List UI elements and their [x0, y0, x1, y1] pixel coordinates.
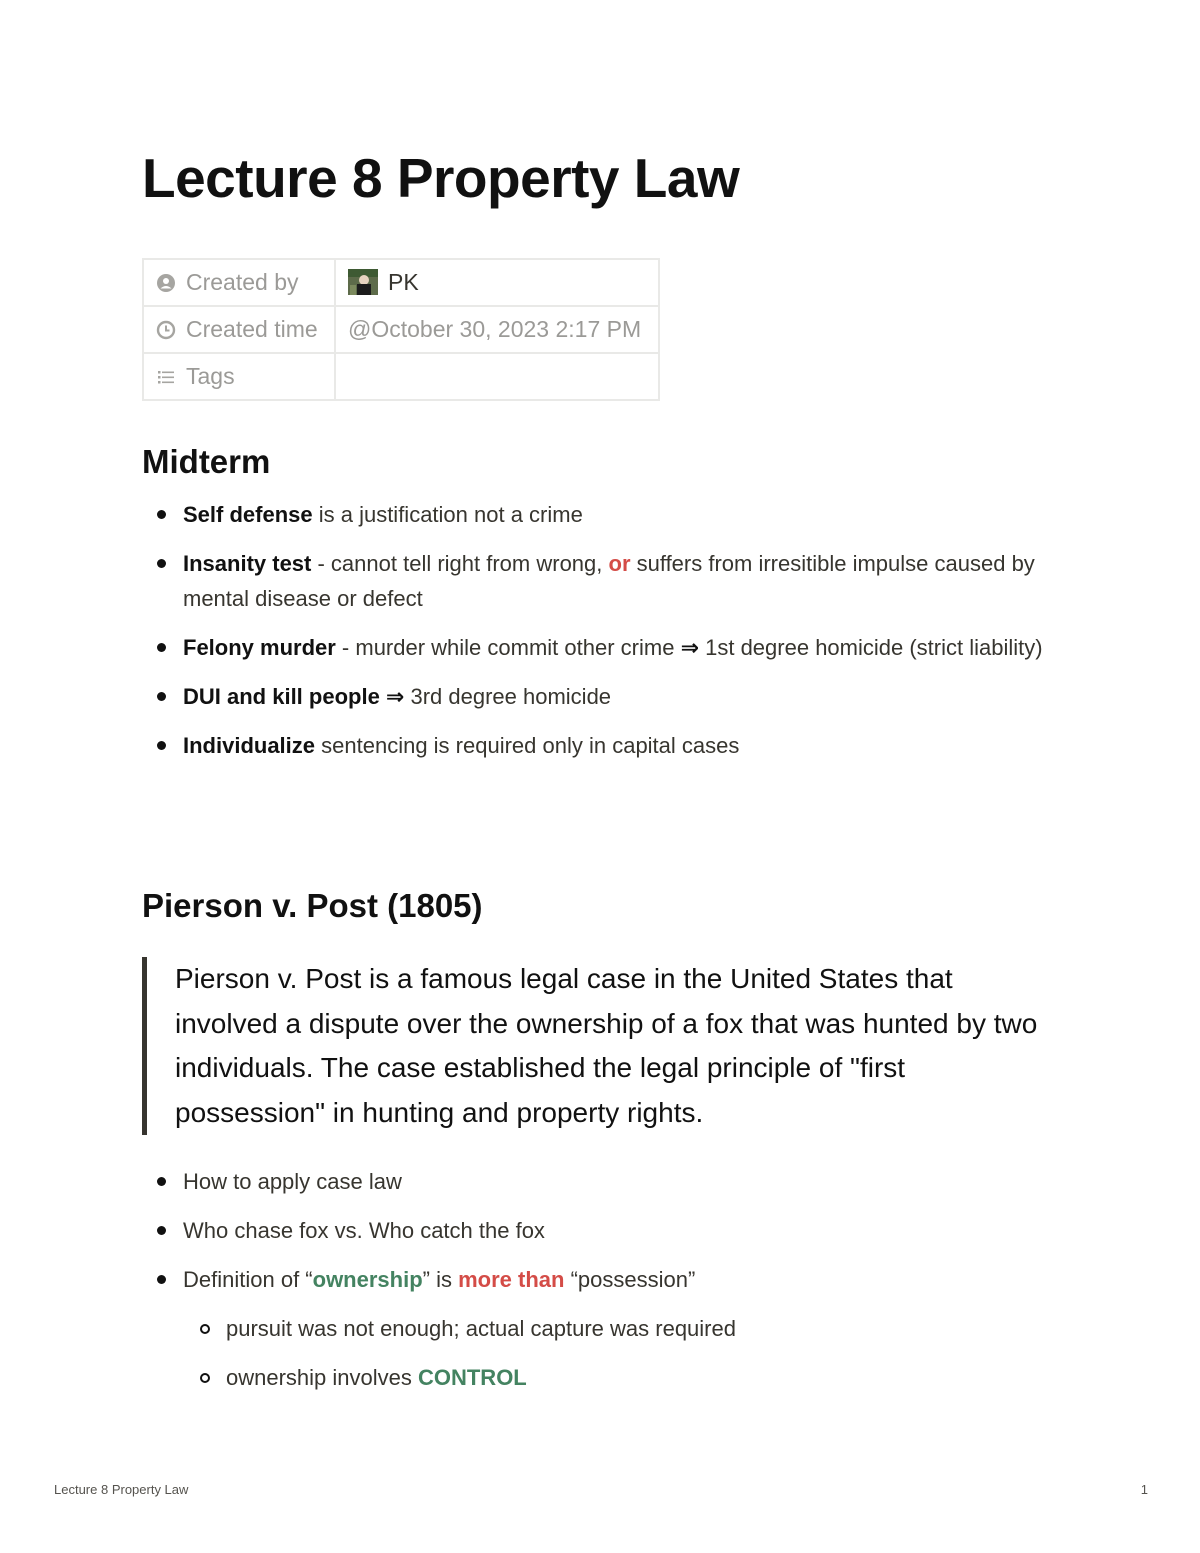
property-key: [143, 259, 335, 306]
item-text: - cannot tell right from wrong,: [311, 551, 609, 576]
list-item: [183, 497, 1043, 532]
term: DUI and kill people: [183, 684, 380, 709]
list-item: [183, 679, 1043, 714]
property-key: [143, 306, 335, 353]
property-row-tags: [143, 353, 659, 400]
property-key: [143, 353, 335, 400]
item-text: sentencing is required only in capital cases: [315, 733, 740, 758]
item-text: 3rd degree homicide: [404, 684, 612, 709]
clock-icon: [156, 320, 176, 340]
midterm-list: [183, 497, 1043, 777]
list-icon: [156, 367, 176, 387]
item-text: Who chase fox vs. Who catch the fox: [183, 1218, 545, 1243]
highlight-green: ownership: [312, 1267, 423, 1292]
highlight-red: more than: [458, 1267, 565, 1292]
highlight-green: CONTROL: [417, 1365, 527, 1390]
highlight-red: or: [608, 551, 631, 576]
arrow-icon: ⇒: [379, 684, 405, 709]
item-text: ” is: [422, 1267, 459, 1292]
section-heading-midterm: Midterm: [142, 443, 271, 480]
property-label: Tags: [186, 363, 235, 389]
sub-list-item: [226, 1360, 1043, 1395]
item-text: How to apply case law: [183, 1169, 402, 1194]
property-value: [335, 306, 659, 353]
item-text: Definition of “: [183, 1267, 313, 1292]
item-text: pursuit was not enough; actual capture was required: [226, 1316, 736, 1341]
created-time-value: @October 30, 2023 2:17 PM: [348, 316, 642, 342]
list-item: [183, 728, 1043, 763]
term: Insanity test: [183, 551, 312, 576]
term: Individualize: [183, 733, 316, 758]
person-icon: [156, 273, 176, 293]
item-text: is a justification not a crime: [312, 502, 583, 527]
creator-name: PK: [388, 269, 419, 295]
case-summary-quote: Pierson v. Post is a famous legal case in the United States that involved a dispute over the ownership of a fox that was hunted by two individuals. The case established the legal principle of "first possession" in hunting and property rights.: [142, 957, 1055, 1135]
sub-list: [183, 1311, 1043, 1395]
avatar: [348, 269, 378, 295]
list-item: [183, 630, 1043, 665]
page-number: 1: [1140, 1482, 1148, 1497]
sub-list-item: [226, 1311, 1043, 1346]
list-item: [183, 546, 1043, 616]
term: Felony murder: [183, 635, 336, 660]
property-row-created-by: [143, 259, 659, 306]
property-value: [335, 259, 659, 306]
list-item: [183, 1213, 1043, 1248]
property-label: Created time: [186, 316, 318, 342]
property-label: Created by: [186, 269, 299, 295]
term: Self defense: [183, 502, 313, 527]
page-title: Lecture 8 Property Law: [142, 147, 740, 209]
properties-table: [142, 258, 660, 401]
item-text: - murder while commit other crime: [335, 635, 681, 660]
property-value: [335, 353, 659, 400]
item-text: “possession”: [564, 1267, 696, 1292]
property-row-created-time: [143, 306, 659, 353]
arrow-icon: ⇒: [680, 635, 699, 660]
item-text: ownership involves: [226, 1365, 418, 1390]
list-item: [183, 1164, 1043, 1199]
section-heading-pierson: Pierson v. Post (1805): [142, 887, 483, 924]
item-text: suffers from irresitible impulse caused by mental disease or defect: [183, 551, 1035, 611]
footer-title: Lecture 8 Property Law: [54, 1482, 189, 1497]
item-text: 1st degree homicide (strict liability): [699, 635, 1043, 660]
list-item: [183, 1262, 1043, 1395]
pierson-list: [183, 1164, 1043, 1409]
